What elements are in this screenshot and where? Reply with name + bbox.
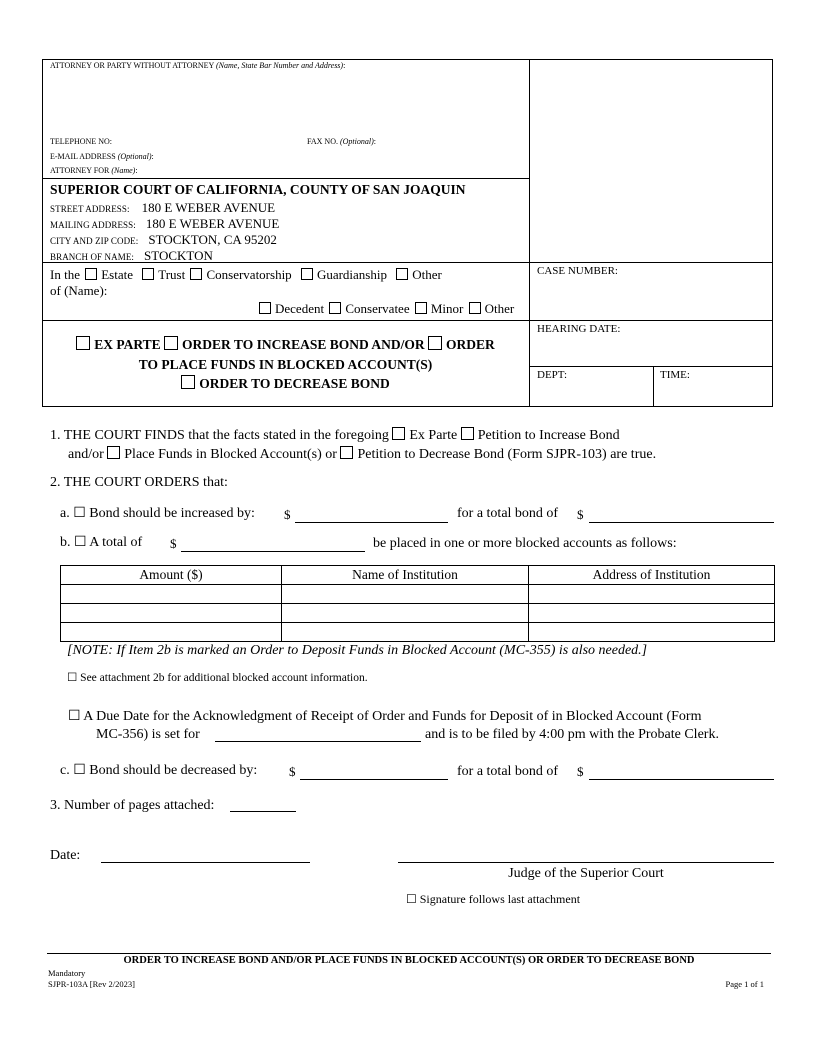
branch-value: STOCKTON	[144, 248, 213, 263]
email-label: E-MAIL ADDRESS	[50, 152, 116, 161]
form-title-line1	[42, 335, 529, 355]
institution-address-cell[interactable]	[529, 604, 775, 623]
case-number-label: CASE NUMBER:	[537, 265, 618, 277]
conservatee-checkbox[interactable]	[329, 302, 341, 314]
matter-type-line	[50, 267, 442, 283]
caption-divider	[529, 59, 530, 407]
institution-name-cell[interactable]	[282, 585, 529, 604]
item-2a-total-bond-label: for a total bond of	[457, 506, 559, 521]
conservatorship-checkbox[interactable]	[190, 268, 202, 280]
attorney-colon: :	[343, 61, 346, 70]
ex-parte-checkbox[interactable]	[76, 336, 90, 350]
fax-label: FAX NO.	[307, 137, 338, 146]
table-row	[61, 623, 775, 642]
table-row	[61, 585, 775, 604]
trust-label: Trust	[158, 267, 186, 282]
street-label: STREET ADDRESS:	[50, 204, 130, 214]
email-optional: (Optional)	[117, 152, 152, 161]
institution-address-cell[interactable]	[529, 585, 775, 604]
title-decrease: ORDER TO DECREASE BOND	[199, 376, 390, 391]
institution-name-header: Name of Institution	[282, 566, 529, 585]
person-other-label: Other	[484, 301, 515, 316]
branch-line	[50, 247, 213, 265]
date-label: Date:	[50, 848, 81, 863]
item-1-petition-increase-checkbox[interactable]	[461, 427, 474, 440]
decrease-bond-checkbox[interactable]	[181, 375, 195, 389]
item-2a-label: a. ☐ Bond should be increased by:	[60, 506, 255, 521]
street-value: 180 E WEBER AVENUE	[141, 200, 276, 215]
amount-cell[interactable]	[61, 585, 282, 604]
fax-label-line	[307, 137, 376, 147]
person-other-checkbox[interactable]	[469, 302, 481, 314]
institution-name-cell[interactable]	[282, 604, 529, 623]
form-title-line3	[42, 374, 529, 394]
item-2b-suffix: be placed in one or more blocked accounts as follows:	[373, 536, 677, 551]
trust-checkbox[interactable]	[142, 268, 154, 280]
footer-rule	[47, 953, 771, 954]
attorney-hint: (Name, State Bar Number and Address)	[215, 61, 344, 70]
item-2a-total-bond-field[interactable]	[589, 508, 774, 523]
item-1-petition-label: Petition to Increase Bond	[477, 428, 620, 443]
minor-label: Minor	[430, 301, 464, 316]
fax-colon: :	[373, 137, 376, 146]
title-order: ORDER	[445, 337, 495, 352]
table-header-row	[61, 566, 775, 585]
title-increase: ORDER TO INCREASE BOND AND/OR	[182, 337, 425, 352]
institution-address-cell[interactable]	[529, 623, 775, 642]
attorney-for-colon: :	[135, 166, 138, 175]
attorney-for-line	[50, 166, 138, 176]
dept-time-divider	[653, 366, 654, 407]
amount-cell[interactable]	[61, 623, 282, 642]
item-2c-total-dollar: $	[577, 764, 584, 779]
blocked-accounts-table	[60, 565, 775, 642]
item-1-text: 1. THE COURT FINDS that the facts stated in the foregoing	[50, 428, 389, 443]
branch-label: BRANCH OF NAME:	[50, 252, 135, 262]
item-1-andor: and/or	[68, 447, 104, 462]
pages-attached-field[interactable]	[230, 797, 296, 812]
attorney-for-label: ATTORNEY FOR	[50, 166, 110, 175]
item-2c-dollar: $	[289, 764, 296, 779]
amount-cell[interactable]	[61, 604, 282, 623]
amount-header: Amount ($)	[61, 566, 282, 585]
hearing-date-label: HEARING DATE:	[537, 323, 621, 335]
matter-other-label: Other	[412, 267, 442, 282]
item-2b-dollar: $	[170, 536, 177, 551]
guardianship-checkbox[interactable]	[301, 268, 313, 280]
due-date-line2b: and is to be filed by 4:00 pm with the Probate Clerk.	[425, 727, 719, 742]
guardianship-label: Guardianship	[316, 267, 387, 282]
item-2c-total-bond-field[interactable]	[589, 765, 774, 780]
city-label: CITY AND ZIP CODE:	[50, 236, 139, 246]
item-2a-dollar: $	[284, 507, 291, 522]
mailing-label: MAILING ADDRESS:	[50, 220, 136, 230]
judge-label: Judge of the Superior Court	[508, 866, 664, 881]
item-2a-increase-amount-field[interactable]	[295, 508, 448, 523]
due-date-line2a: MC-356) is set for	[96, 727, 200, 742]
footer-page-number: Page 1 of 1	[725, 979, 764, 989]
estate-checkbox[interactable]	[85, 268, 97, 280]
item-1-ex-parte-label: Ex Parte	[409, 428, 458, 443]
place-funds-checkbox[interactable]	[428, 336, 442, 350]
minor-checkbox[interactable]	[415, 302, 427, 314]
item-2c-label: c. ☐ Bond should be decreased by:	[60, 763, 258, 778]
attorney-label: ATTORNEY OR PARTY WITHOUT ATTORNEY	[50, 61, 214, 70]
item-2a-total-dollar: $	[577, 507, 584, 522]
item-2-heading: 2. THE COURT ORDERS that:	[50, 475, 228, 490]
of-name-label: of (Name):	[50, 283, 108, 298]
item-2c-total-bond-label: for a total bond of	[457, 764, 559, 779]
signature-follows-checkbox[interactable]: ☐ Signature follows last attachment	[406, 892, 581, 906]
table-row	[61, 604, 775, 623]
dept-label: DEPT:	[537, 369, 568, 381]
decedent-label: Decedent	[275, 301, 325, 316]
mailing-value: 180 E WEBER AVENUE	[145, 216, 280, 231]
person-type-line	[259, 301, 514, 317]
matter-other-checkbox[interactable]	[396, 268, 408, 280]
fax-optional: (Optional)	[339, 137, 374, 146]
blocked-account-note: [NOTE: If Item 2b is marked an Order to Deposit Funds in Blocked Account (MC-355) is also needed.]	[67, 643, 648, 658]
item-1-place-label: Place Funds in Blocked Account(s) or	[124, 447, 337, 462]
footer-title: ORDER TO INCREASE BOND AND/OR PLACE FUNDS IN BLOCKED ACCOUNT(S) OR ORDER TO DECREASE BOND	[123, 955, 695, 966]
email-colon: :	[151, 152, 154, 161]
conservatorship-label: Conservatorship	[206, 267, 292, 282]
estate-label: Estate	[101, 267, 133, 282]
email-label-line	[50, 152, 154, 162]
item-1-place-funds-checkbox[interactable]	[107, 446, 120, 459]
item-1-petition-decrease-checkbox[interactable]	[340, 446, 353, 459]
attorney-section-divider	[42, 178, 529, 179]
footer-mandatory: Mandatory	[48, 968, 86, 978]
attorney-label-line	[50, 61, 345, 71]
item-1-line1	[50, 427, 620, 445]
due-date-line1: ☐ A Due Date for the Acknowledgment of Receipt of Order and Funds for Deposit of in Blocked Account (Form	[68, 709, 702, 724]
institution-name-cell[interactable]	[282, 623, 529, 642]
item-1-line2	[68, 446, 656, 464]
time-label: TIME:	[660, 369, 690, 381]
institution-address-header: Address of Institution	[529, 566, 775, 585]
item-2b-total-field[interactable]	[181, 537, 365, 552]
date-field[interactable]	[101, 862, 310, 863]
increase-bond-checkbox[interactable]	[164, 336, 178, 350]
in-the-label: In the	[50, 267, 80, 282]
form-title-line2: TO PLACE FUNDS IN BLOCKED ACCOUNT(S)	[138, 356, 433, 372]
telephone-label: TELEPHONE NO:	[50, 137, 112, 146]
court-name: SUPERIOR COURT OF CALIFORNIA, COUNTY OF SAN JOAQUIN	[50, 182, 466, 197]
item-2c-decrease-amount-field[interactable]	[300, 765, 448, 780]
item-1-ex-parte-checkbox[interactable]	[392, 427, 405, 440]
due-date-field[interactable]	[215, 727, 421, 742]
item-1-decrease-label: Petition to Decrease Bond (Form SJPR-103) are true.	[357, 447, 657, 462]
judge-signature-field[interactable]	[398, 862, 774, 863]
case-section-divider	[42, 320, 773, 321]
see-attachment-2b[interactable]: ☐ See attachment 2b for additional blocked account information.	[67, 672, 368, 684]
decedent-checkbox[interactable]	[259, 302, 271, 314]
title-ex-parte: EX PARTE	[94, 337, 161, 352]
item-3-label: 3. Number of pages attached:	[50, 798, 215, 813]
form-title	[42, 335, 529, 394]
hearing-divider	[529, 366, 773, 367]
conservatee-label: Conservatee	[345, 301, 410, 316]
city-value: STOCKTON, CA 95202	[148, 232, 277, 247]
attorney-for-hint: (Name)	[111, 166, 136, 175]
footer-form-id: SJPR-103A [Rev 2/2023]	[48, 979, 135, 989]
item-2b-label: b. ☐ A total of	[60, 535, 143, 550]
